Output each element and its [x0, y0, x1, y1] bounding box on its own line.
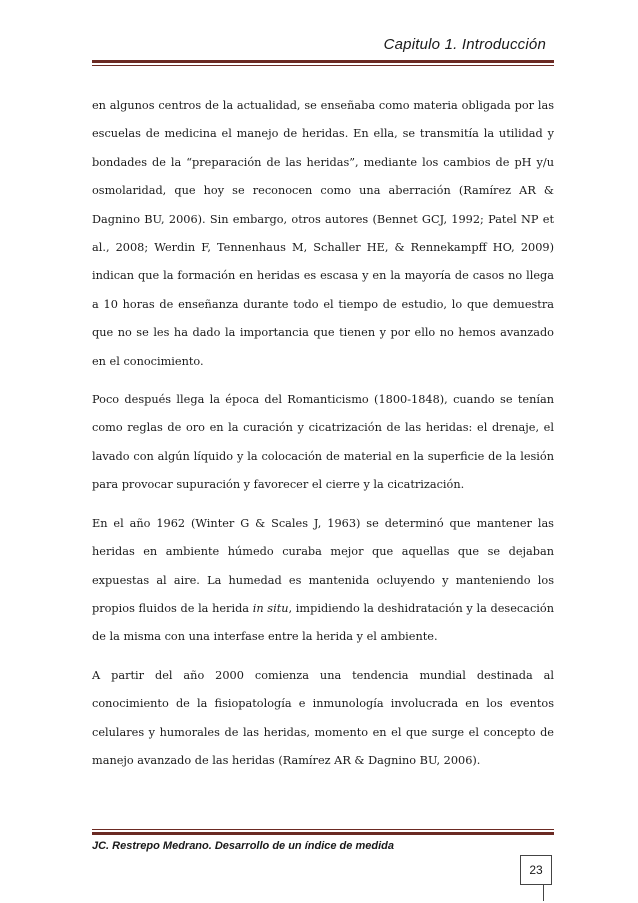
paragraph-3	[92, 510, 554, 652]
chapter-header: Capitulo 1. Introducción	[383, 36, 546, 53]
paragraph-3-part-2: , impidiendo la deshidratación y la desecación de la misma con una interfase entre la herida y el ambiente.	[92, 601, 554, 644]
page-number: 23	[520, 855, 552, 885]
paragraph-3-italic: in situ	[252, 601, 289, 615]
footer-rule-thin	[92, 829, 554, 830]
paragraph-4: A partir del año 2000 comienza una tendencia mundial destinada al conocimiento de la fisiopatología e inmunología involucrada en los eventos celulares y humorales de las heridas, momento en el que surge el concepto de manejo avanzado de las heridas (Ramírez AR & Dagnino BU, 2006).	[92, 668, 554, 767]
footer-rule-thick	[92, 832, 554, 835]
paragraph-3-part-1: En el año 1962 (Winter G & Scales J, 1963) se determinó que mantener las heridas en ambiente húmedo curaba mejor que aquellas que se dejaban expuestas al aire. La humedad es mantenida ocluyendo y manteniendo los propios fluidos de la herida	[92, 516, 554, 615]
main-text	[92, 92, 554, 785]
page-number-tick	[543, 885, 544, 901]
paragraph-1: en algunos centros de la actualidad, se enseñaba como materia obligada por las escuelas de medicina el manejo de heridas. En ella, se transmitía la utilidad y bondades de la “preparación de las heridas”, mediante los cambios de pH y/u osmolaridad, que hoy se reconocen como una aberración (Ramírez AR & Dagnino BU, 2006). Sin embargo, otros autores (Bennet GCJ, 1992; Patel NP et al., 2008; Werdin F, Tennenhaus M, Schaller HE, & Rennekampff HO, 2009) indican que la formación en heridas es escasa y en la mayoría de casos no llega a 10 horas de enseñanza durante todo el tiempo de estudio, lo que demuestra que no se les ha dado la importancia que tienen y por ello no hemos avanzado en el conocimiento.	[92, 99, 554, 368]
header-rule-thin	[92, 65, 554, 66]
header-rule-thick	[92, 60, 554, 63]
footer-author-title: JC. Restrepo Medrano. Desarrollo de un índice de medida	[92, 840, 394, 852]
paragraph-2: Poco después llega la época del Romanticismo (1800-1848), cuando se tenían como reglas de oro en la curación y cicatrización de las heridas: el drenaje, el lavado con algún líquido y la colocación de material en la superficie de la lesión para provocar supuración y favorecer el cierre y la cicatrización.	[92, 393, 554, 492]
